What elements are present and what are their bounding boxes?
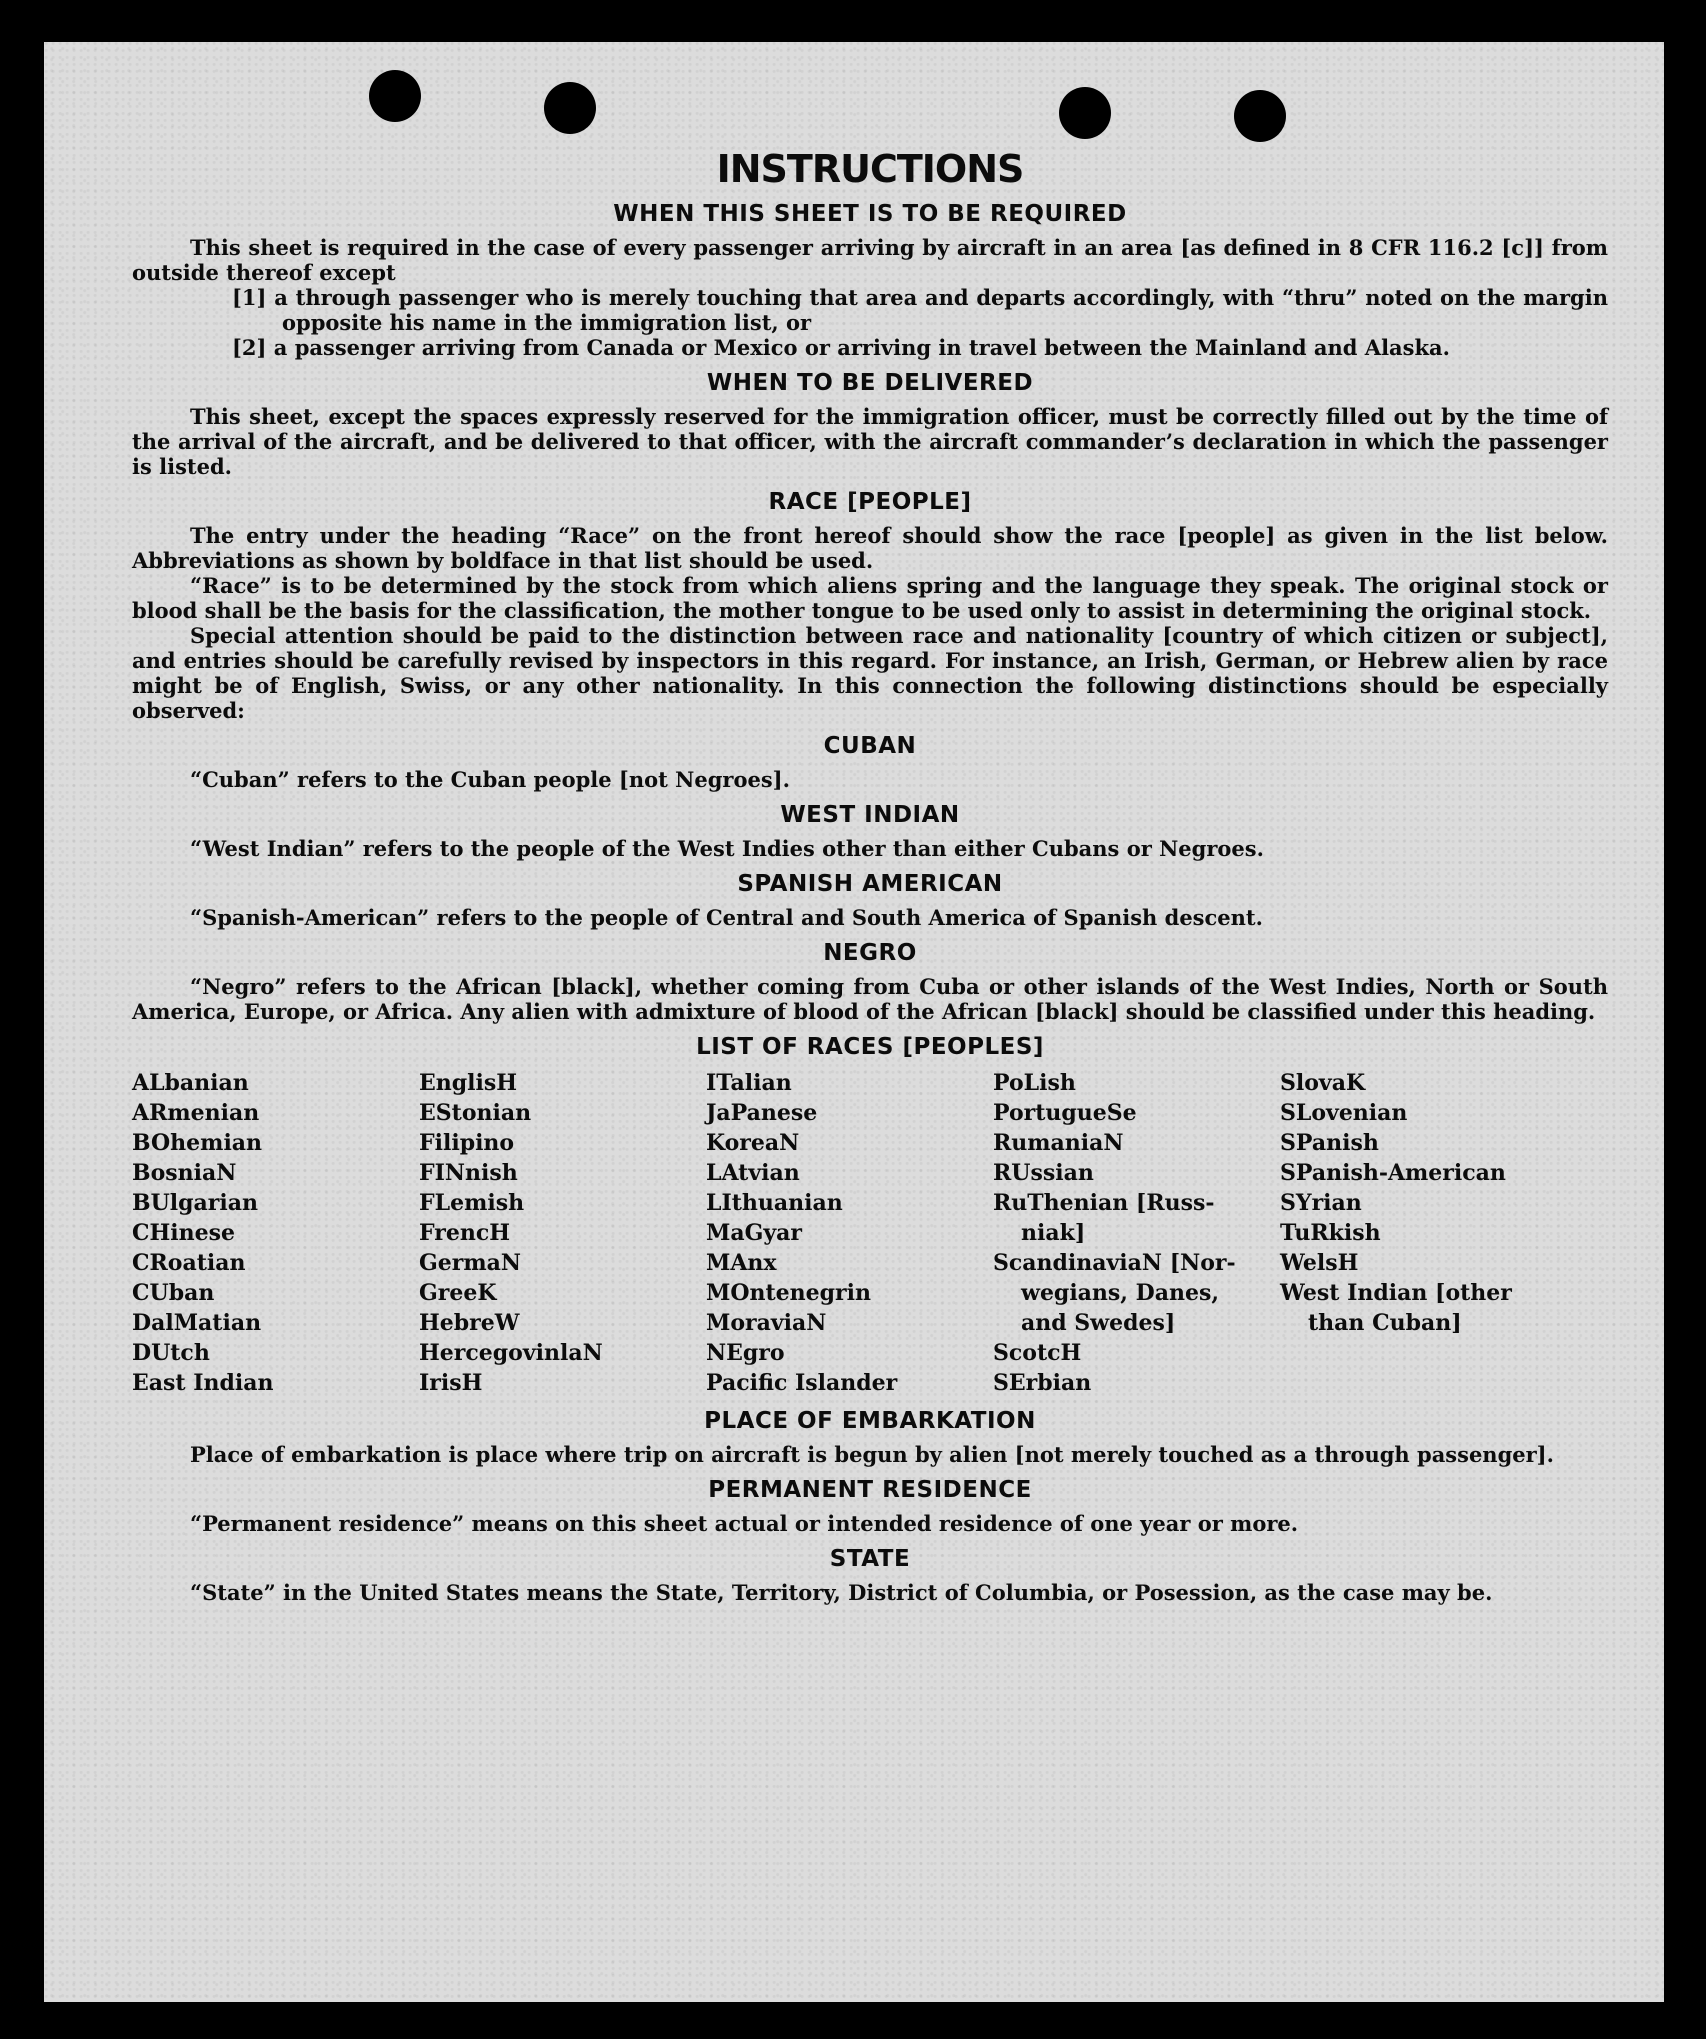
section-spanish-american — [132, 871, 1608, 930]
section-permanent-residence — [132, 1477, 1608, 1536]
race-entry: SLovenian — [1280, 1100, 1408, 1126]
race-entry: IrisH — [419, 1370, 483, 1396]
races-column — [419, 1068, 706, 1398]
race-entry: Pacific Islander — [706, 1370, 898, 1396]
race-entry: TuRkish — [1280, 1220, 1381, 1246]
race-entry: DUtch — [132, 1340, 210, 1366]
section-heading: STATE — [829, 1546, 911, 1572]
section-heading: RACE [PEOPLE] — [768, 489, 972, 515]
race-entry: CRoatian — [132, 1250, 246, 1276]
races-column — [1280, 1068, 1580, 1398]
section-paragraph: This sheet, except the spaces expressly reserved for the immigration officer, must be correctly filled out by the time of the arrival of the aircraft, and be delivered to that officer, with the aircraft commander’s declaration in which the passenger is listed. — [132, 404, 1608, 479]
section-heading: LIST OF RACES [PEOPLES] — [696, 1034, 1044, 1060]
race-entry: JaPanese — [706, 1100, 818, 1126]
race-entry-continued: wegians, Danes, — [1021, 1280, 1219, 1306]
section-paragraph: “West Indian” refers to the people of the West Indies other than either Cubans or Negroes. — [190, 836, 1264, 861]
section-place-of-embarkation — [132, 1408, 1608, 1467]
section-paragraph: Special attention should be paid to the distinction between race and nationality [country of which citizen or subject], and entries should be carefully revised by inspectors in this regard. For instance, an Irish, German, or Hebrew alien by race might be of English, Swiss, or any other nationality. In this connection the following distinctions should be especially observed: — [132, 623, 1608, 723]
race-entry: Filipino — [419, 1130, 515, 1156]
race-entry: LAtvian — [706, 1160, 800, 1186]
exception-item: [1] a through passenger who is merely touching that area and departs accordingly, with “thru” noted on the margin opposite his name in the immigration list, or — [232, 285, 1608, 335]
section-paragraph: This sheet is required in the case of every passenger arriving by aircraft in an area [as defined in 8 CFR 116.2 [c]] from outside thereof except — [132, 235, 1608, 285]
section-when-delivered — [132, 370, 1608, 479]
section-paragraph: “Cuban” refers to the Cuban people [not Negroes]. — [190, 767, 790, 792]
races-column — [993, 1068, 1280, 1398]
page-title: INSTRUCTIONS — [716, 147, 1024, 191]
punch-hole — [369, 70, 421, 122]
section-paragraph: “Permanent residence” means on this sheet actual or intended residence of one year or more. — [190, 1511, 1299, 1536]
race-entry: PortugueSe — [993, 1100, 1137, 1126]
section-list-of-races — [132, 1034, 1608, 1398]
race-entry: ALbanian — [132, 1070, 249, 1096]
race-entry: BUlgarian — [132, 1190, 258, 1216]
section-paragraph: “Race” is to be determined by the stock from which aliens spring and the language they speak. The original stock or blood shall be the basis for the classification, the mother tongue to be used only to assist in determining the original stock. — [132, 573, 1608, 623]
race-entry: RumaniaN — [993, 1130, 1124, 1156]
races-column — [132, 1068, 419, 1398]
race-entry: CHinese — [132, 1220, 236, 1246]
race-entry: ScotcH — [993, 1340, 1082, 1366]
race-entry: MOntenegrin — [706, 1280, 871, 1306]
punch-hole — [1059, 87, 1111, 139]
race-entry: DalMatian — [132, 1310, 262, 1336]
race-entry-continued: and Swedes] — [1021, 1310, 1176, 1336]
section-west-indian — [132, 802, 1608, 861]
race-entry: EnglisH — [419, 1070, 518, 1096]
race-entry: NEgro — [706, 1340, 785, 1366]
race-entry-continued: than Cuban] — [1308, 1310, 1462, 1336]
race-entry: East Indian — [132, 1370, 274, 1396]
race-entry: PoLish — [993, 1070, 1076, 1096]
section-paragraph: “Negro” refers to the African [black], whether coming from Cuba or other islands of the West Indies, North or South America, Europe, or Africa. Any alien with admixture of blood of the African [black] should be classified under this heading. — [132, 974, 1608, 1024]
punch-hole — [1234, 90, 1286, 142]
race-entry: BOhemian — [132, 1130, 263, 1156]
section-negro — [132, 940, 1608, 1024]
section-heading: WHEN TO BE DELIVERED — [706, 370, 1034, 396]
race-entry: GreeK — [419, 1280, 497, 1306]
race-entry: SlovaK — [1280, 1070, 1366, 1096]
race-entry: MoraviaN — [706, 1310, 827, 1336]
race-entry: RuThenian [Russ- — [993, 1190, 1215, 1216]
section-paragraph: The entry under the heading “Race” on the front hereof should show the race [people] as given in the list below. Abbreviations as shown by boldface in that list should be used. — [132, 523, 1608, 573]
race-entry: WelsH — [1280, 1250, 1359, 1276]
race-entry: BosniaN — [132, 1160, 237, 1186]
race-entry: CUban — [132, 1280, 215, 1306]
race-entry: SPanish-American — [1280, 1160, 1506, 1186]
race-entry: ARmenian — [132, 1100, 260, 1126]
races-column — [706, 1068, 993, 1398]
section-heading: WEST INDIAN — [780, 802, 960, 828]
races-table — [132, 1068, 1608, 1398]
race-entry: West Indian [other — [1280, 1280, 1512, 1306]
section-when-required — [132, 201, 1608, 360]
section-race — [132, 489, 1608, 723]
section-heading: PERMANENT RESIDENCE — [708, 1477, 1032, 1503]
race-entry: EStonian — [419, 1100, 532, 1126]
document-sheet — [44, 42, 1664, 2002]
section-heading: PLACE OF EMBARKATION — [704, 1408, 1036, 1434]
race-entry: LIthuanian — [706, 1190, 843, 1216]
race-entry: SYrian — [1280, 1190, 1362, 1216]
section-paragraph: Place of embarkation is place where trip on aircraft is begun by alien [not merely touched as a through passenger]. — [190, 1442, 1554, 1467]
exception-item: [2] a passenger arriving from Canada or Mexico or arriving in travel between the Mainland and Alaska. — [232, 335, 1450, 360]
section-heading: SPANISH AMERICAN — [737, 871, 1003, 897]
race-entry: SPanish — [1280, 1130, 1379, 1156]
race-entry: ScandinaviaN [Nor- — [993, 1250, 1236, 1276]
race-entry: GermaN — [419, 1250, 522, 1276]
race-entry: HercegovinlaN — [419, 1340, 603, 1366]
race-entry: MAnx — [706, 1250, 777, 1276]
section-paragraph: “State” in the United States means the State, Territory, District of Columbia, or Posession, as the case may be. — [190, 1580, 1493, 1605]
race-entry: FINnish — [419, 1160, 518, 1186]
race-entry: SErbian — [993, 1370, 1092, 1396]
section-state — [132, 1546, 1608, 1605]
race-entry: ITalian — [706, 1070, 792, 1096]
section-cuban — [132, 733, 1608, 792]
race-entry: MaGyar — [706, 1220, 803, 1246]
race-entry: KoreaN — [706, 1130, 800, 1156]
race-entry: HebreW — [419, 1310, 520, 1336]
race-entry: FrencH — [419, 1220, 510, 1246]
section-heading: NEGRO — [823, 940, 917, 966]
race-entry: RUssian — [993, 1160, 1094, 1186]
section-heading: WHEN THIS SHEET IS TO BE REQUIRED — [613, 201, 1127, 227]
section-paragraph: “Spanish-American” refers to the people of Central and South America of Spanish descent. — [190, 905, 1263, 930]
instructions-content — [132, 147, 1608, 1605]
punch-hole — [544, 82, 596, 134]
race-entry: FLemish — [419, 1190, 525, 1216]
race-entry-continued: niak] — [1021, 1220, 1086, 1246]
section-heading: CUBAN — [823, 733, 917, 759]
